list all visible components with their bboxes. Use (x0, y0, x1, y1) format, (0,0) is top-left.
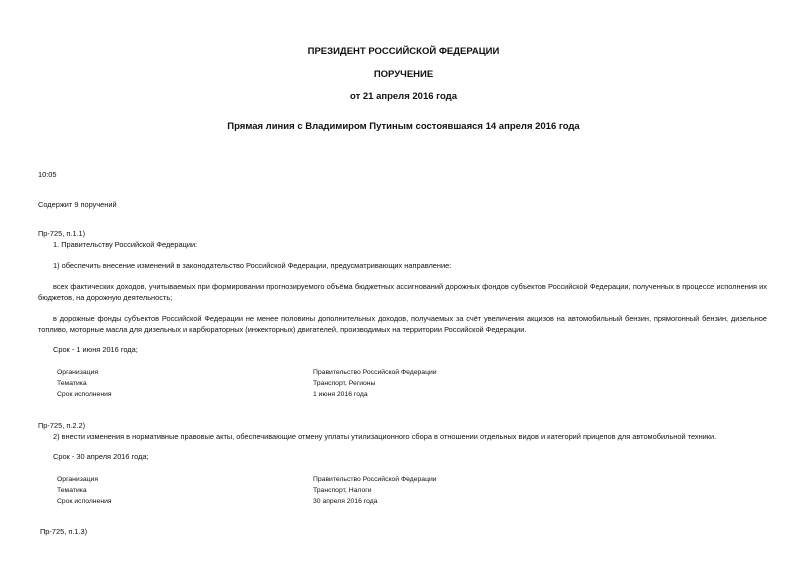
info-label-topic: Тематика (57, 380, 87, 387)
time-label: 10:05 (38, 170, 57, 179)
info-value-organization: Правительство Российской Федерации (313, 476, 437, 483)
item-intro: 1. Правительству Российской Федерации: (53, 240, 198, 249)
info-label-topic: Тематика (57, 487, 87, 494)
document-date: от 21 апреля 2016 года (350, 91, 457, 102)
item-deadline: Срок - 1 июня 2016 года; (53, 345, 138, 354)
item-lead: 1) обеспечить внесение изменений в законодательство Российской Федерации, предусматривающих направление: (53, 261, 452, 270)
document-subject: Прямая линия с Владимиром Путиным состоявшаяся 14 апреля 2016 года (227, 121, 580, 132)
item-paragraph-2: в дорожные фонды субъектов Российской Федерации не менее половины дополнительных доходов, получаемых за счёт увеличения акцизов на автомобильный бензин, прямогонный бензин, дизельное топливо, моторные масла для дизельных и карбюраторных (инжекторных) двигателей, производимых на территории Российской Федерации. (38, 314, 767, 334)
info-value-deadline: 1 июня 2016 года (313, 391, 368, 398)
info-label-deadline: Срок исполнения (57, 498, 112, 505)
item-lead: 2) внести изменения в нормативные правовые акты, обеспечивающие отмену уплаты утилизационного сбора в отношении отдельных видов и категорий прицепов для автомобильной техники. (53, 432, 717, 441)
info-value-organization: Правительство Российской Федерации (313, 369, 437, 376)
info-label-organization: Организация (57, 476, 98, 483)
info-value-topic: Транспорт, Регионы (313, 380, 376, 387)
item-paragraph-1: всех фактических доходов, учитываемых при формировании прогнозируемого объёма бюджетных ассигнований дорожных фондов субъектов Российской Федерации, полученных в процессе исполнения их бюджетов, на дорожную деятельность; (38, 282, 767, 302)
item-code: Пр-725, п.1.1) (38, 229, 86, 238)
info-label-deadline: Срок исполнения (57, 391, 112, 398)
instruction-count: Содержит 9 поручений (38, 200, 117, 209)
document-type: ПОРУЧЕНИЕ (373, 69, 434, 80)
info-label-organization: Организация (57, 369, 98, 376)
item-code: Пр-725, п.2.2) (38, 421, 86, 430)
item-deadline: Срок - 30 апреля 2016 года; (53, 452, 149, 461)
item-code: Пр-725, п.1.3) (40, 527, 88, 536)
issuer-heading: ПРЕЗИДЕНТ РОССИЙСКОЙ ФЕДЕРАЦИИ (307, 46, 500, 57)
info-value-topic: Транспорт, Налоги (313, 487, 372, 494)
info-value-deadline: 30 апреля 2016 года (313, 498, 378, 505)
